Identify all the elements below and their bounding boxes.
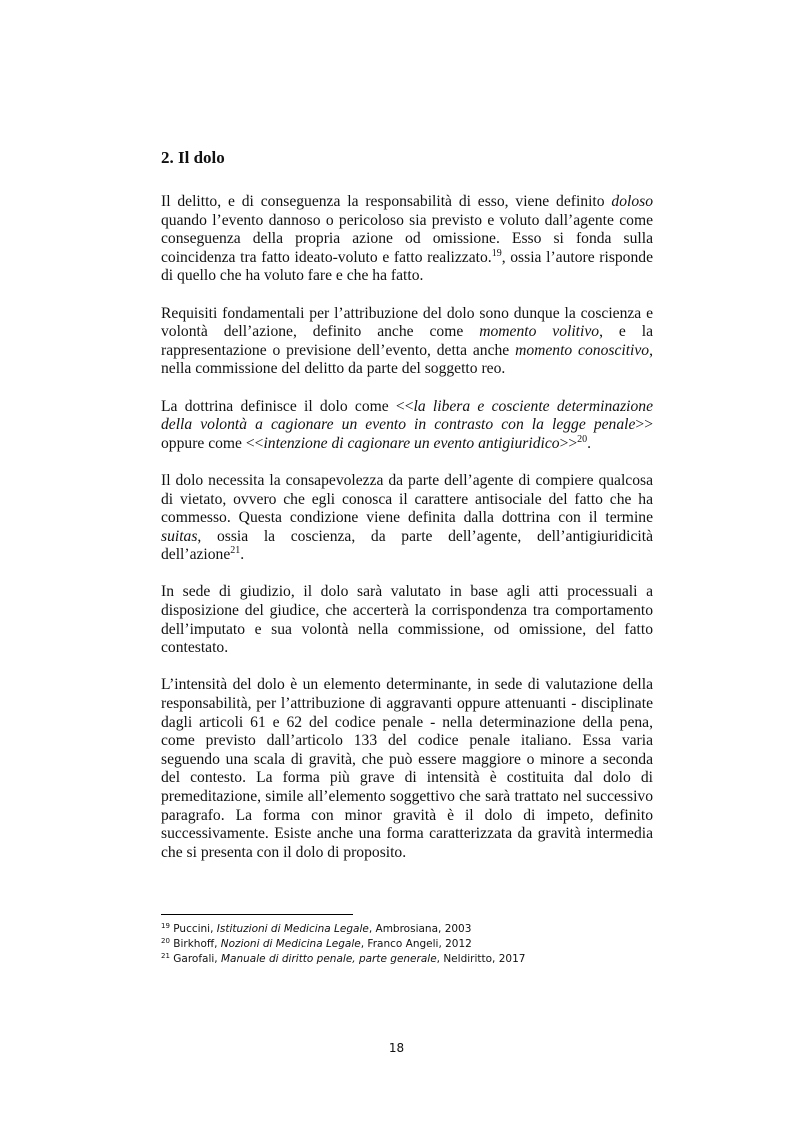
section-number: 2. (161, 148, 174, 167)
italic-term: doloso (611, 193, 653, 210)
italic-term: momento conoscitivo (515, 341, 650, 359)
footnote-publisher: , Neldiritto, 2017 (436, 953, 526, 965)
text-run: quando l’evento dannoso o pericoloso sia previsto e voluto dall’agente come conseguenza della propria azione od omissione. Esso si fonda sulla coincidenza tra fatto ideato-voluto e fatto realizzato. (161, 211, 653, 266)
footnote-21 (161, 952, 525, 967)
italic-term: momento volitivo (479, 323, 600, 341)
text-run: >> (559, 434, 578, 452)
footnote-ref: 19 (491, 247, 502, 259)
section-heading (161, 148, 225, 168)
italic-term: suitas (161, 527, 198, 545)
paragraph-2 (161, 305, 653, 379)
footnote-work: Manuale di diritto penale, parte generale (221, 953, 437, 965)
footnote-publisher: , Ambrosiana, 2003 (368, 923, 472, 935)
body-text (161, 193, 653, 881)
paragraph-6: L’intensità del dolo è un elemento determinante, in sede di valutazione della responsabilità, per l’attribuzione di aggravanti oppure attenuanti - disciplinate dagli articoli 61 e 62 del codice penale - nella determinazione della pena, come previsto dall’articolo 133 del codice penale italiano. Essa varia seguendo una scala di gravità, che può essere maggiore o minore a seconda del contesto. La forma più grave di intensità è costituita dal dolo di premeditazione, simile all’elemento soggettivo che sarà trattato nel successivo paragrafo. La forma con minor gravità è il dolo di impeto, definito successivamente. Esiste anche una forma caratterizzata da gravità intermedia che si presenta con il dolo di proposito. (161, 676, 653, 861)
text-run: , ossia l’autore risponde di quello che ha voluto fare e che ha fatto. (161, 248, 653, 285)
footnote-divider (161, 914, 353, 915)
footnote-number: 19 (161, 922, 170, 930)
section-title: Il dolo (178, 148, 225, 167)
text-run: Requisiti fondamentali per l’attribuzione del dolo sono dunque la coscienza e volontà dell’azione, definito anche come (161, 304, 653, 341)
footnote-ref: 21 (230, 545, 241, 557)
italic-quote: intenzione di cagionare un evento antigiuridico (263, 434, 560, 452)
paragraph-4 (161, 472, 653, 565)
footnote-ref: 20 (577, 433, 588, 445)
footnote-author: Birkhoff, (173, 938, 221, 950)
text-run: Il delitto, e di conseguenza la responsabilità di esso, viene definito (161, 193, 612, 210)
text-run: , ossia la coscienza, da parte dell’agente, dell’antigiuridicità dell’azione (161, 527, 653, 564)
footnote-19 (161, 922, 525, 937)
text-run: La dottrina definisce il dolo come << (161, 397, 414, 415)
text-run: , e la rappresentazione o previsione dell’evento, detta anche (161, 323, 653, 359)
text-run: . (587, 434, 592, 452)
footnote-number: 21 (161, 952, 170, 960)
footnote-20 (161, 937, 525, 952)
text-run: . (240, 546, 245, 564)
footnote-number: 20 (161, 937, 170, 945)
text-run: Il dolo necessita la consapevolezza da parte dell’agente di compiere qualcosa di vietato, ovvero che egli conosca il carattere antisociale del fatto che ha commesso. Questa condizione viene definita dalla dottrina con il termine (161, 471, 653, 527)
paragraph-3 (161, 398, 653, 454)
footnote-author: Puccini, (173, 923, 217, 935)
paragraph-5: In sede di giudizio, il dolo sarà valutato in base agli atti processuali a disposizione del giudice, che accerterà la corrispondenza tra comportamento dell’imputato e sua volontà nella commissione, od omissione, del fatto contestato. (161, 583, 653, 657)
italic-quote: la libera e cosciente determinazione della volontà a cagionare un evento in contrasto con la legge penale (161, 397, 653, 434)
footnote-author: Garofali, (173, 953, 221, 965)
footnote-work: Nozioni di Medicina Legale (220, 938, 361, 950)
footnote-publisher: , Franco Angeli, 2012 (360, 938, 472, 950)
text-run: >> oppure come << (161, 416, 653, 452)
footnotes (161, 922, 525, 967)
text-run: , nella commissione del delitto da parte del soggetto reo. (161, 341, 653, 378)
footnote-work: Istituzioni di Medicina Legale (216, 923, 369, 935)
paragraph-1 (161, 193, 653, 286)
page-number: 18 (388, 1041, 405, 1055)
